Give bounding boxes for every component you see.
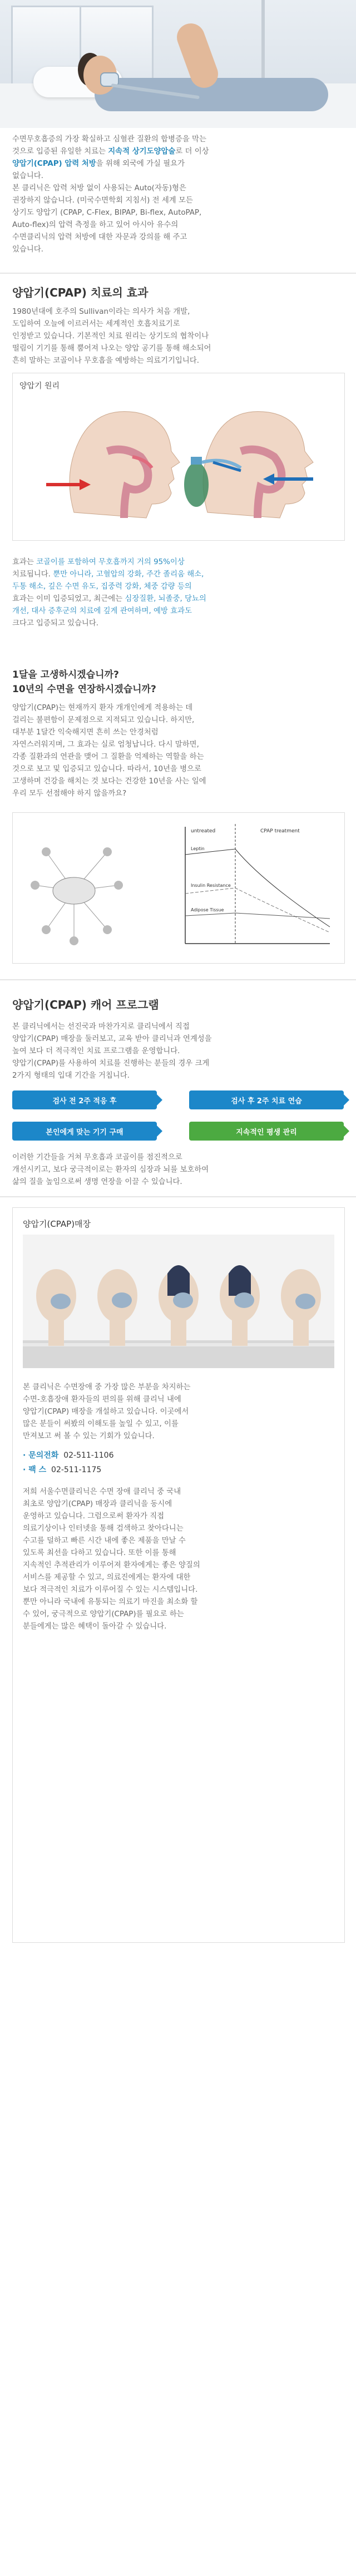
effect-after-text xyxy=(12,556,346,630)
shop-line: 운영하고 있습니다. 그럼으로써 환자가 직접 xyxy=(23,1512,165,1521)
intro-highlight: 양압기(CPAP) 압력 처방 xyxy=(12,160,96,168)
principle-title: 양압기 원리 xyxy=(19,382,60,391)
iv-stand xyxy=(261,0,265,83)
effect-highlight: 뿐만 아니라, 고혈압의 강화, 주간 졸리움 해소, xyxy=(53,570,204,579)
intro-line: 없습니다. xyxy=(12,172,43,180)
treatment-graph xyxy=(169,816,335,960)
divider xyxy=(0,273,356,274)
step-1 xyxy=(12,1090,157,1109)
care-after-text xyxy=(12,1152,346,1188)
hero-image xyxy=(0,0,356,128)
intro-line: 상기도 양압기 (CPAP, C-Flex, BIPAP, Bi-flex, AutoPAP, xyxy=(12,209,202,217)
step-2 xyxy=(189,1090,344,1109)
effect-line: 떨림이 기기를 통해 뿜어져 나오는 양압 공기를 통해 해소되어 xyxy=(12,344,211,353)
contact-phone[interactable] xyxy=(23,1448,113,1463)
shop-after-text xyxy=(23,1486,334,1633)
care-line: 본 클리닉에서는 선진국과 마찬가지로 클리닉에서 직접 xyxy=(12,1023,190,1031)
graph-legend-leptin: Leptin xyxy=(191,846,205,851)
shop-photo xyxy=(23,1235,334,1368)
intro-line: 수면클리닉의 압력 처방에 대한 자문과 강의를 해 주고 xyxy=(12,233,187,241)
care-line: 양압기(CPAP) 매장을 둘러보고, 교육 받아 클리닉과 연계성을 xyxy=(12,1035,212,1043)
question-1: 1달을 고생하시겠습니까? xyxy=(12,669,119,680)
shop-title: 양압기(CPAP)매장 xyxy=(23,1219,91,1229)
intro-line: 을 xyxy=(96,160,106,168)
graph-legend-insulin: Insulin Resistance xyxy=(191,883,231,888)
contact-value: 02-511-1106 xyxy=(63,1451,114,1460)
step-4 xyxy=(189,1122,344,1141)
shop-line: 만져보고 써 볼 수 있는 기회가 있습니다. xyxy=(23,1432,155,1440)
effect-highlight: 심장질환, 뇌졸중, 당뇨의 xyxy=(125,595,206,603)
shop-line: 분들에게는 많은 혜택이 돌아갈 수 있습니다. xyxy=(23,1622,167,1631)
contact-fax xyxy=(23,1463,113,1477)
decade-line: 자연스러워지며, 그 효과는 실로 엄청납니다. 다시 말하면, xyxy=(12,741,199,749)
intro-line: 본 클리닉은 압력 처방 없이 사용되는 Auto(자동)형은 xyxy=(12,184,186,193)
shop-line: 보다 적극적인 치료가 이루어질 수 있는 시스템입니다. xyxy=(23,1586,198,1594)
care-line: 이러한 기간들을 거쳐 무호흡과 코골이를 점진적으로 xyxy=(12,1153,182,1162)
shop-line: 본 클리닉은 수면장애 중 가장 많은 부분을 차지하는 xyxy=(23,1383,191,1391)
graph-label-cpap: CPAP treatment xyxy=(260,828,300,834)
decade-line: 것으로 보고 및 입증되고 있습니다. 따라서, 10년을 병으로 xyxy=(12,765,201,773)
shop-text xyxy=(23,1381,334,1443)
decade-line: 우리 모두 선점해야 하지 않을까요? xyxy=(12,789,127,798)
graph-legend-adipose: Adipose Tissue xyxy=(191,907,224,912)
care-line: 개선시키고, 보다 궁극적이로는 환자의 심장과 뇌를 보호하여 xyxy=(12,1166,209,1174)
effect-text xyxy=(12,306,346,367)
step-label: 지속적인 평생 관리 xyxy=(236,1128,297,1137)
decade-line: 고생하며 건강을 해치는 것 보다는 건강한 10년을 사는 일에 xyxy=(12,777,206,786)
intro-line: 것으로 입증된 유일한 치료는 xyxy=(12,147,108,156)
contact-label: · 문의전화 xyxy=(23,1451,59,1460)
divider xyxy=(0,1196,356,1197)
shop-line: 있도록 최선을 다하고 있습니다. 또한 이를 통해 xyxy=(23,1549,176,1557)
shop-line: 의료기상이나 인터넷을 통해 검색하고 찾아다니는 xyxy=(23,1524,184,1533)
contact-label: · 팩 스 xyxy=(23,1465,47,1474)
effect-line: 인정받고 있습니다. 기본적인 치료 원리는 상기도의 협착이나 xyxy=(12,332,209,340)
principle-box xyxy=(12,373,345,541)
care-text xyxy=(12,1021,346,1082)
care-line: 높여 보다 더 적극적인 치료 프로그램을 운영합니다. xyxy=(12,1047,180,1055)
intro-line: 수면무호흡증의 가장 확실하고 심혈관 질환의 합병증을 막는 xyxy=(12,135,206,144)
divider xyxy=(0,979,356,980)
intro-line: 로 더 이상 xyxy=(175,147,209,156)
effect-line: 1980년대에 호주의 Sullivan이라는 의사가 처음 개발, xyxy=(12,308,190,316)
shop-line: 수면-호흡장애 환자들의 편의를 위해 클리닉 내에 xyxy=(23,1395,181,1404)
section-title-effect: 양압기(CPAP) 치료의 효과 xyxy=(12,286,149,299)
shop-line: 뿐만 아니라 국내에 유통되는 의료기 마진을 최소화 할 xyxy=(23,1598,198,1606)
step-label: 본인에게 맞는 기기 구매 xyxy=(46,1128,123,1137)
effect-line: 흔히 말하는 코골이나 무호흡을 예방하는 의료기기입니다. xyxy=(12,357,199,365)
effect-line: 크다고 입증되고 있습니다. xyxy=(12,619,99,628)
shop-line: 서비스를 제공할 수 있고, 의료진에게는 환자에 대한 xyxy=(23,1573,191,1582)
shop-line: 많은 분들이 써봤의 이해도를 높일 수 있고, 이를 xyxy=(23,1420,179,1428)
decade-text xyxy=(12,702,346,800)
shop-line: 양압기(CPAP) 매장을 개설하고 있습니다. 이곳에서 xyxy=(23,1408,189,1416)
contact-list xyxy=(23,1448,113,1477)
step-3 xyxy=(12,1122,157,1141)
effect-line: 치료됩니다. xyxy=(12,570,53,579)
care-line: 양압기(CPAP)를 사용하여 치료를 진행하는 분들의 경우 크게 xyxy=(12,1059,210,1068)
intro-line: 위해 외국에 가실 필요가 xyxy=(105,160,185,168)
effect-line: 효과는 이미 입증되었고, 최근에는 xyxy=(12,595,125,603)
effect-line: 도입하여 오늘에 이르러서는 세계적인 호흡치료기로 xyxy=(12,320,180,328)
intro-line: Auto-flex)의 압력 측정을 하고 있어 아시아 유수의 xyxy=(12,221,179,229)
question-2: 10년의 수면을 연장하시겠습니까? xyxy=(12,684,156,695)
figures-box xyxy=(12,812,345,964)
principle-illustration xyxy=(13,373,344,540)
decade-heading xyxy=(12,668,346,697)
intro-line: 권장하지 않습니다. (미국수면학회 지침서) 전 세계 모든 xyxy=(12,196,193,205)
decade-line: 각종 질환과의 연관을 맺어 그 질환을 억제하는 역할을 하는 xyxy=(12,753,204,761)
effect-line: 두통 해소, 깊은 수면 유도, 집중력 강화, 체중 감량 등의 xyxy=(12,583,192,591)
step-label: 검사 후 2주 치료 연습 xyxy=(231,1097,302,1106)
graph-label-untreated: untreated xyxy=(191,828,216,834)
decade-line: 걸리는 불편함이 문제점으로 지적되고 있습니다. 하지만, xyxy=(12,716,195,724)
shop-box xyxy=(12,1207,345,1943)
contact-value: 02-511-1175 xyxy=(51,1465,102,1474)
decade-line: 양압기(CPAP)는 현재까지 환자 개개인에게 적용하는 데 xyxy=(12,704,193,712)
intro-line: 있습니다. xyxy=(12,245,43,254)
effect-line: 효과는 xyxy=(12,558,37,566)
care-line: 2가지 형태의 입대 기간을 거칩니다. xyxy=(12,1072,130,1080)
shop-line: 최초로 양압기(CPAP) 매장과 클리닉을 동시에 xyxy=(23,1500,172,1508)
effect-line: 개선, 대사 증후군의 치료에 깊게 관여하며, 예방 효과도 xyxy=(12,607,192,615)
section-title-care: 양압기(CPAP) 캐어 프로그램 xyxy=(12,998,159,1011)
intro-text xyxy=(12,134,346,256)
shop-line: 수 있어, 궁극적으로 양압기(CPAP)를 필요로 하는 xyxy=(23,1610,184,1618)
decade-line: 대부분 1달간 익숙해지면 흔히 쓰는 안경처럼 xyxy=(12,728,159,737)
care-line: 삶의 질을 높임으로써 생명 연장을 이끌 수 있습니다. xyxy=(12,1178,182,1186)
effect-highlight: 코골이를 포함하여 무호흡까지 거의 95%이상 xyxy=(36,558,185,566)
intro-highlight: 지속적 상기도양압술 xyxy=(108,147,176,156)
shop-line: 지속적인 추적관리가 이루어져 환자에게는 좋은 양질의 xyxy=(23,1561,200,1570)
shop-line: 저희 서울수면클리닉은 수면 장애 클리닉 중 국내 xyxy=(23,1488,181,1496)
shop-line: 수고를 덜하고 빠른 시간 내에 좋은 제품을 만날 수 xyxy=(23,1537,186,1545)
step-label: 검사 전 2주 적응 후 xyxy=(52,1097,117,1106)
